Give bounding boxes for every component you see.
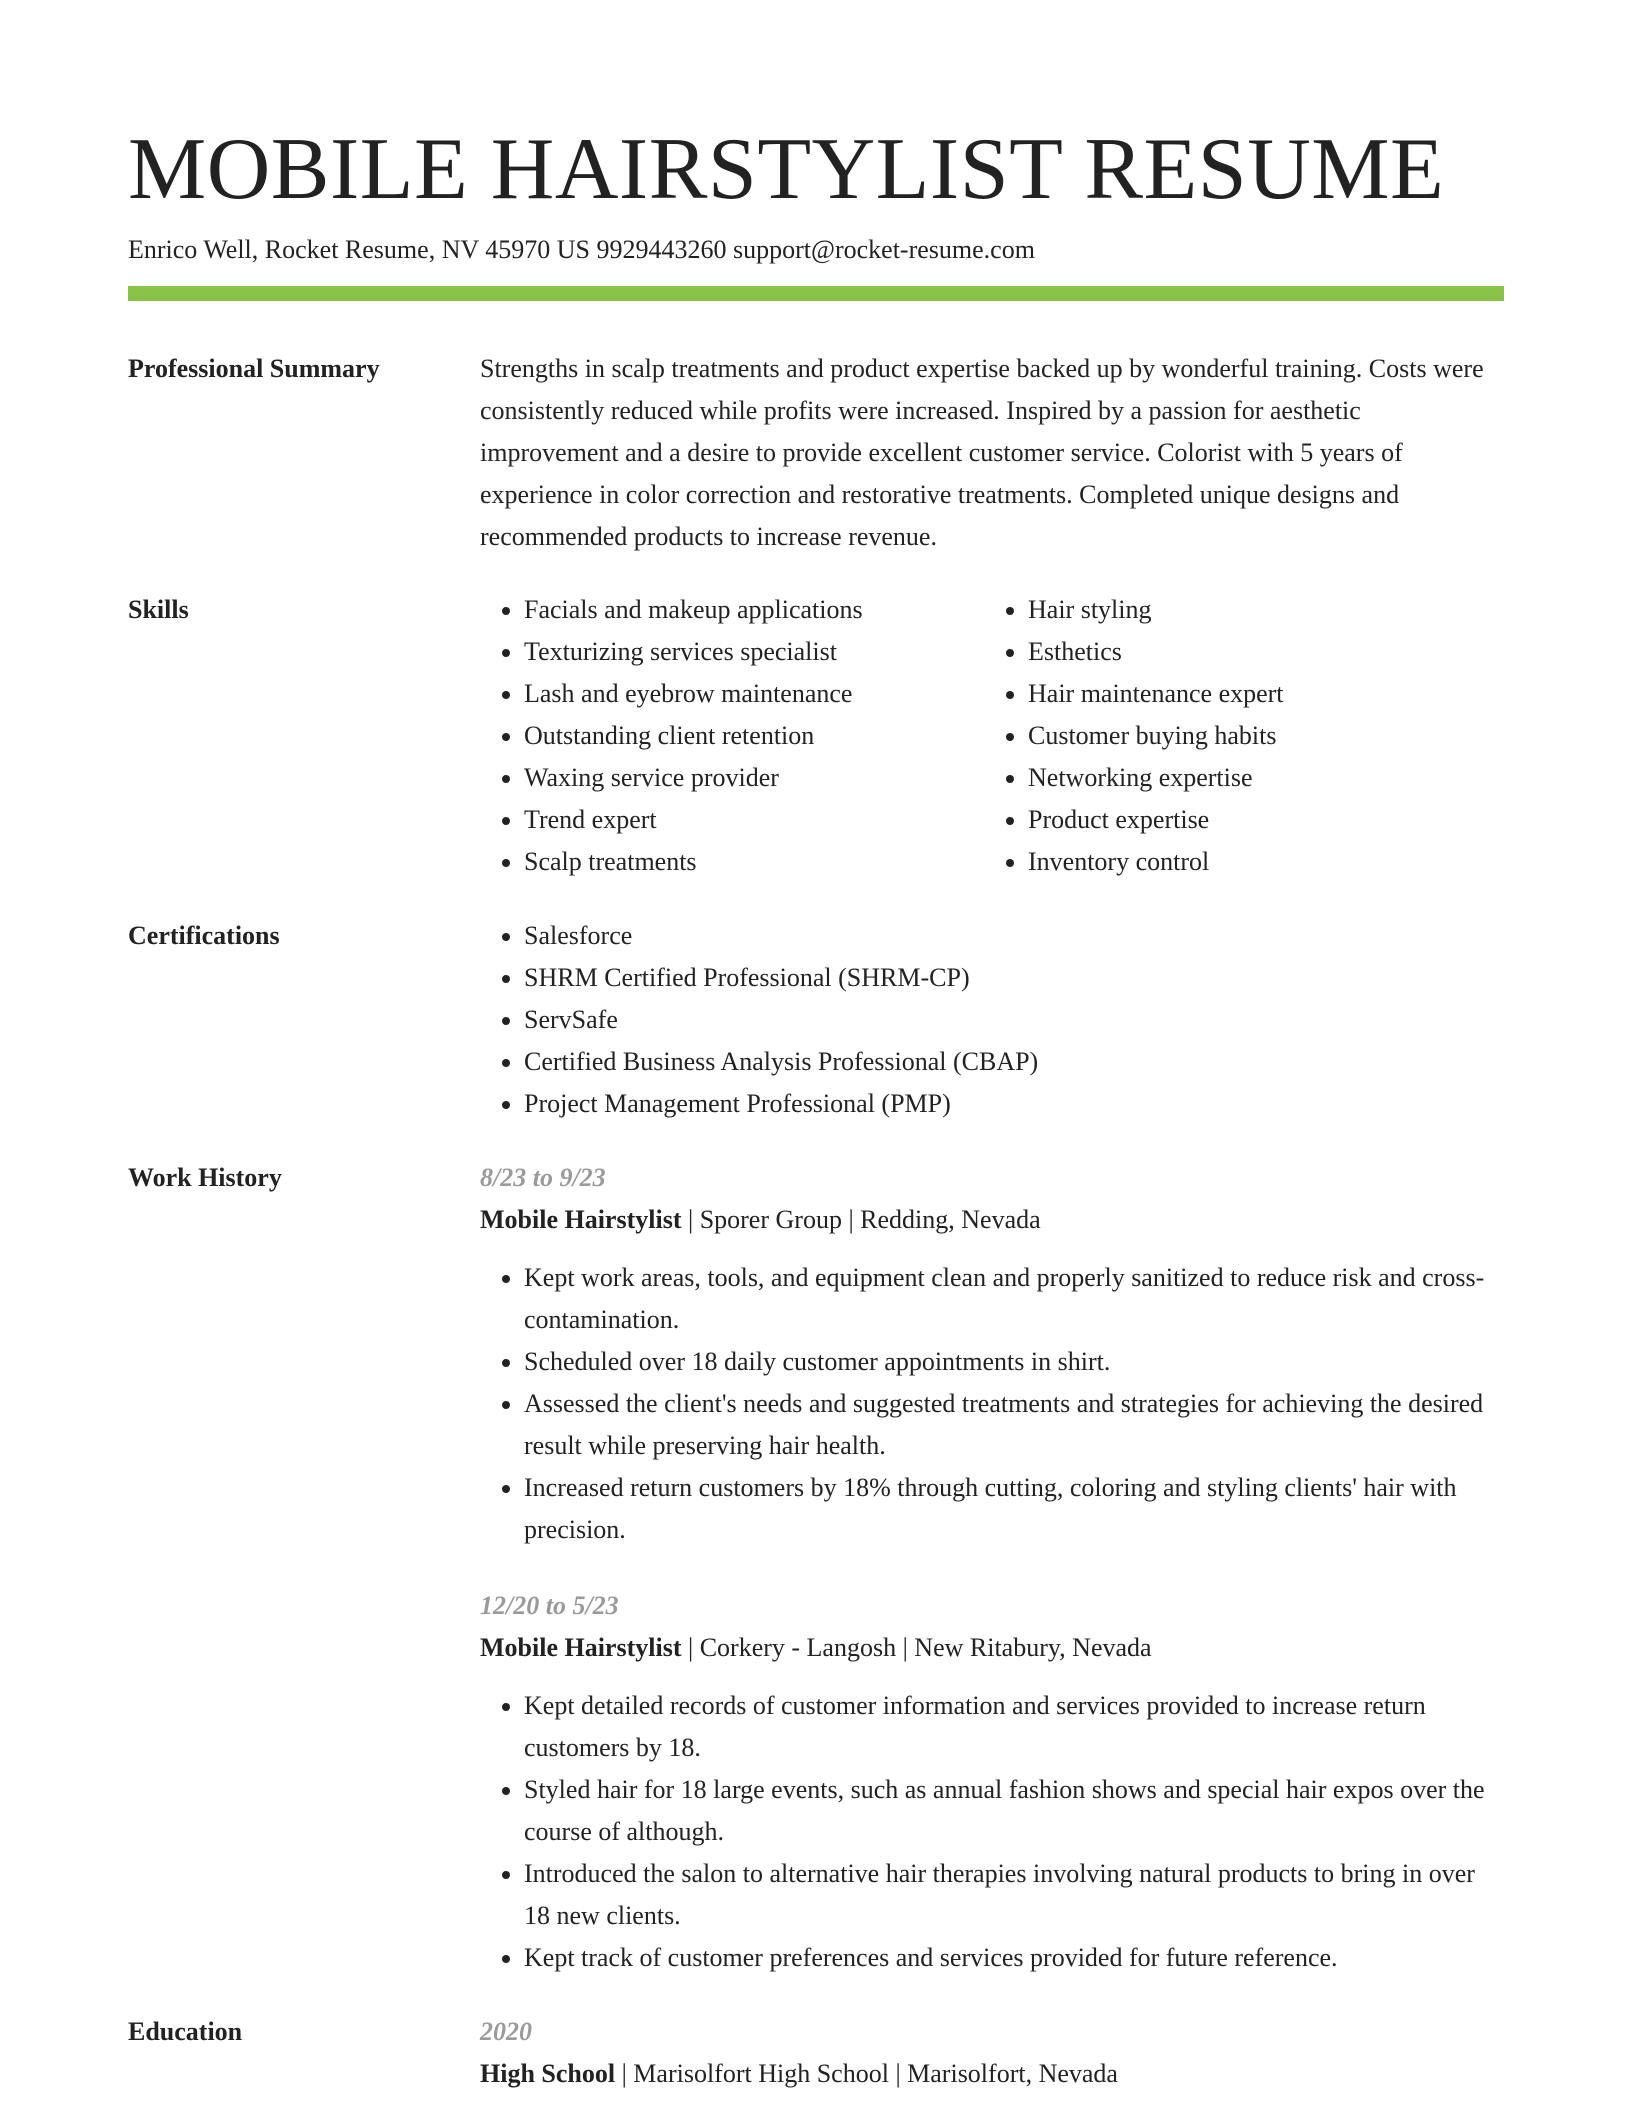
section-body-certifications: [480, 915, 1504, 1125]
summary-text: Strengths in scalp treatments and product expertise backed up by wonderful training. Costs were consistently reduced while profits were increased. Inspired by a passion for aesthetic improvement and a desire to provide excellent customer service. Colorist with 5 years of experience in color correction and restorative treatments. Completed unique designs and recommended products to increase revenue.: [480, 354, 1484, 551]
skills-grid: [480, 589, 1504, 883]
education-degree: High School: [480, 2059, 616, 2088]
job-bullets: [480, 1685, 1504, 1979]
section-body-skills: [480, 589, 1504, 883]
job-bullet: • Kept work areas, tools, and equipment clean and properly sanitized to reduce risk and cross-contamination.: [524, 1257, 1504, 1341]
certification-item: • Project Management Professional (PMP): [524, 1083, 1504, 1125]
skill-item: • Waxing service provider: [524, 757, 984, 799]
section-certifications: [128, 915, 1504, 1125]
section-summary: [128, 348, 1504, 558]
section-body-summary: [480, 348, 1504, 558]
education-details: | Marisolfort High School | Marisolfort, Nevada: [615, 2059, 1118, 2088]
resume-page: [128, 120, 1504, 2095]
job-title: Mobile Hairstylist: [480, 1633, 682, 1662]
certification-item: • ServSafe: [524, 999, 1504, 1041]
skill-item: • Hair maintenance expert: [1028, 673, 1488, 715]
skills-list-right: [984, 589, 1488, 883]
certification-item: • Salesforce: [524, 915, 1504, 957]
job-details: | Corkery - Langosh | New Ritabury, Nevada: [681, 1633, 1152, 1662]
job-bullet: • Kept detailed records of customer information and services provided to increase return customers by 18.: [524, 1685, 1504, 1769]
section-label-skills: Skills: [128, 595, 189, 624]
section-label-work-history: Work History: [128, 1163, 282, 1192]
job-bullet: • Introduced the salon to alternative hair therapies involving natural products to bring in over 18 new clients.: [524, 1853, 1504, 1937]
job-date: 8/23 to 9/23: [480, 1163, 606, 1192]
skill-item: • Product expertise: [1028, 799, 1488, 841]
certifications-list: [480, 915, 1504, 1125]
job-entry: [480, 1157, 1504, 1551]
section-label-education: Education: [128, 2017, 243, 2046]
skill-item: • Facials and makeup applications: [524, 589, 984, 631]
skill-item: • Inventory control: [1028, 841, 1488, 883]
skill-item: • Texturizing services specialist: [524, 631, 984, 673]
job-bullet: • Scheduled over 18 daily customer appointments in shirt.: [524, 1341, 1504, 1383]
skill-item: • Scalp treatments: [524, 841, 984, 883]
job-bullet: • Increased return customers by 18% through cutting, coloring and styling clients' hair with precision.: [524, 1467, 1504, 1551]
job-bullet: • Styled hair for 18 large events, such as annual fashion shows and special hair expos over the course of although.: [524, 1769, 1504, 1853]
skill-item: • Networking expertise: [1028, 757, 1488, 799]
section-education: [128, 2011, 1504, 2095]
skills-column-left: [480, 589, 984, 883]
job-bullet: • Kept track of customer preferences and services provided for future reference.: [524, 1937, 1504, 1979]
job-date: 12/20 to 5/23: [480, 1591, 619, 1620]
certification-item: • SHRM Certified Professional (SHRM-CP): [524, 957, 1504, 999]
skills-column-right: [984, 589, 1488, 883]
section-body-work-history: [480, 1157, 1504, 1979]
job-details: | Sporer Group | Redding, Nevada: [681, 1205, 1041, 1234]
skill-item: • Esthetics: [1028, 631, 1488, 673]
certification-item: • Certified Business Analysis Professional (CBAP): [524, 1041, 1504, 1083]
contact-line: Enrico Well, Rocket Resume, NV 45970 US 9929443260 support@rocket-resume.com: [128, 235, 1035, 264]
accent-divider: [128, 286, 1504, 301]
section-work-history: [128, 1157, 1504, 1979]
job-title-line: [480, 1627, 1504, 1669]
section-label-certifications: Certifications: [128, 921, 280, 950]
skill-item: • Hair styling: [1028, 589, 1488, 631]
section-body-education: [480, 2011, 1504, 2095]
section-skills: [128, 589, 1504, 883]
resume-title: MOBILE HAIRSTYLIST RESUME: [128, 121, 1445, 218]
education-line: [480, 2053, 1504, 2095]
job-title-line: [480, 1199, 1504, 1241]
skill-item: • Lash and eyebrow maintenance: [524, 673, 984, 715]
job-bullets: [480, 1257, 1504, 1551]
skill-item: • Outstanding client retention: [524, 715, 984, 757]
skill-item: • Trend expert: [524, 799, 984, 841]
education-date: 2020: [480, 2017, 532, 2046]
job-title: Mobile Hairstylist: [480, 1205, 682, 1234]
section-label-summary: Professional Summary: [128, 354, 380, 383]
skill-item: • Customer buying habits: [1028, 715, 1488, 757]
job-entry: [480, 1585, 1504, 1979]
job-bullet: • Assessed the client's needs and suggested treatments and strategies for achieving the desired result while preserving hair health.: [524, 1383, 1504, 1467]
skills-list-left: [480, 589, 984, 883]
